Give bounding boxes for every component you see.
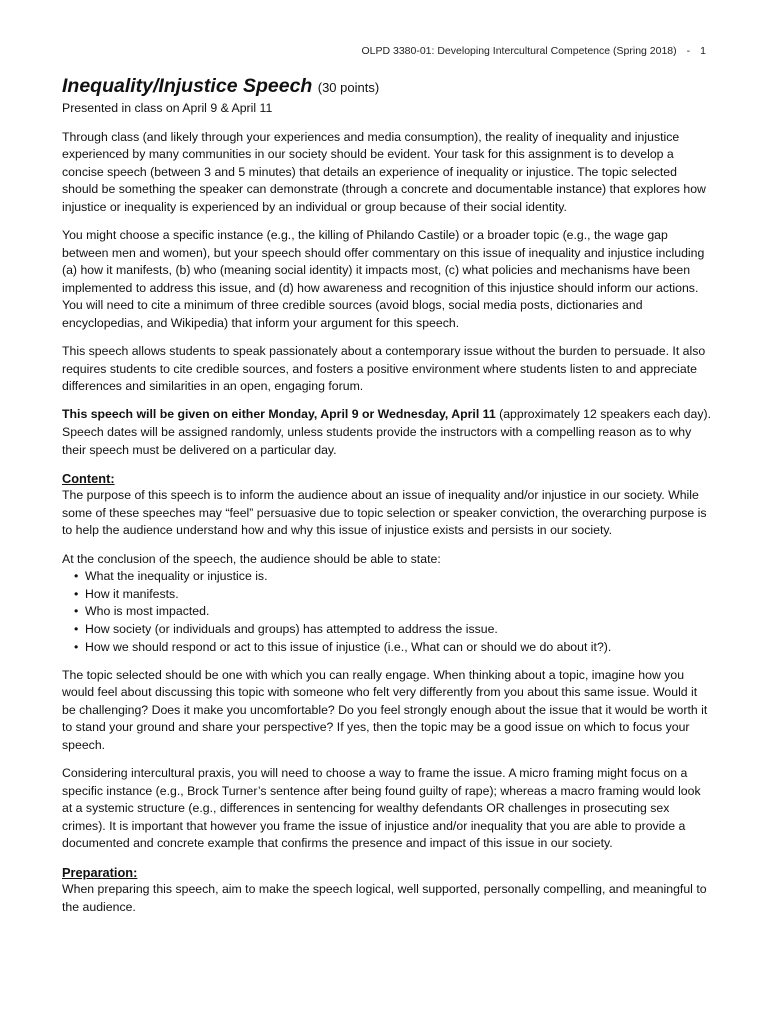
speech-dates-rest: (approximately 12 speakers each day). Speech dates will be assigned randomly, unless students provide the instructors with a compelling reason as to why their speech must be delivered on a particular day. xyxy=(62,407,711,457)
preparation-heading: Preparation: xyxy=(62,864,138,880)
list-item xyxy=(74,621,712,639)
preparation-paragraph-1: When preparing this speech, aim to make the speech logical, well supported, personally compelling, and meaningful to the audience. xyxy=(62,882,707,914)
content-heading: Content: xyxy=(62,470,115,486)
course-header-text: OLPD 3380-01: Developing Intercultural Competence (Spring 2018) xyxy=(361,45,677,57)
list-item xyxy=(74,568,712,586)
bullet-icon: • xyxy=(74,621,79,636)
intro-paragraph-2: You might choose a specific instance (e.g., the killing of Philando Castile) or a broader topic (e.g., the wage gap between men and women), but your speech should offer commentary on this issue of inequality and injustice including (a) how it manifests, (b) who (meaning social identity) it impacts most, (c) what policies and mechanisms have been implemented to address this issue, and (d) how awareness and recognition of this injustice should inform our actions. You will need to cite a minimum of three credible sources (avoid blogs, social media posts, dictionaries and encyclopedias, and Wikipedia) that inform your argument for this speech. xyxy=(62,228,705,331)
page-number: 1 xyxy=(700,45,706,57)
speech-dates-bold: This speech will be given on either Monday, April 9 or Wednesday, April 11 xyxy=(62,407,496,422)
content-paragraph-3: Considering intercultural praxis, you will need to choose a way to frame the issue. A micro framing might focus on a specific instance (e.g., Brock Turner’s sentence after being found guilty of rape); whereas a macro framing would look at a systemic structure (e.g., differences in sentencing for wealthy defendants OR challenges in prosecuting sex crimes). It is important that however you frame the issue of injustice and/or inequality that you are able to provide a documented and concrete example that confirms the presence and impact of this issue in our society. xyxy=(62,766,701,851)
bullet-icon: • xyxy=(74,569,79,584)
list-item xyxy=(74,586,712,604)
list-item xyxy=(74,639,712,657)
intro-paragraph-4 xyxy=(62,406,712,459)
intro-paragraph-1: Through class (and likely through your experiences and media consumption), the reality of inequality and injustice experienced by many communities in our society should be evident. Your task for this assignment is to develop a concise speech (between 3 and 5 minutes) that details an experience of inequality or injustice. The topic selected should be something the speaker can demonstrate (through a concrete and documentable instance) that explores how injustice or inequality is experienced by an individual or group because of their social identity. xyxy=(62,129,706,214)
points-label: (30 points) xyxy=(317,80,380,95)
running-header xyxy=(361,44,706,58)
bullet-icon: • xyxy=(74,604,79,619)
content-paragraph-1: The purpose of this speech is to inform the audience about an issue of inequality and/or injustice in our society. While some of these speeches may “feel” persuasive due to topic selection or speaker conviction, the overarching purpose is to help the audience understand how and why this issue of injustice exists and persists in our society. xyxy=(62,488,707,538)
intro-paragraph-3: This speech allows students to speak passionately about a contemporary issue without the burden to persuade. It also requires students to cite credible sources, and fosters a positive environment where students listen to and appreciate differences and similarities in an open, engaging forum. xyxy=(62,344,706,394)
bullet-icon: • xyxy=(74,639,79,654)
content-paragraph-2: The topic selected should be one with which you can really engage. When thinking about a topic, imagine how you would feel about discussing this topic with someone who felt very differently from you about this same issue. Would it be challenging? Does it make you uncomfortable? Do you feel strongly enough about the issue that it would be worth it to stand your ground and share your perspective? If yes, then the topic may be a good issue on which to focus your speech. xyxy=(62,667,708,752)
list-item-text: Who is most impacted. xyxy=(85,604,210,619)
list-item-text: How we should respond or act to this issue of injustice (i.e., What can or should we do about it?). xyxy=(85,639,612,654)
bullet-icon: • xyxy=(74,586,79,601)
header-separator: - xyxy=(686,45,691,57)
outcomes-list xyxy=(62,568,712,656)
presented-date-line: Presented in class on April 9 & April 11 xyxy=(62,101,273,115)
document-title-line xyxy=(62,74,712,100)
list-item-text: What the inequality or injustice is. xyxy=(85,569,268,584)
list-item xyxy=(74,603,712,621)
document-title: Inequality/Injustice Speech xyxy=(62,75,313,97)
list-item-text: How society (or individuals and groups) has attempted to address the issue. xyxy=(85,621,498,636)
list-item-text: How it manifests. xyxy=(85,586,179,601)
outcomes-intro: At the conclusion of the speech, the audience should be able to state: xyxy=(62,551,441,566)
